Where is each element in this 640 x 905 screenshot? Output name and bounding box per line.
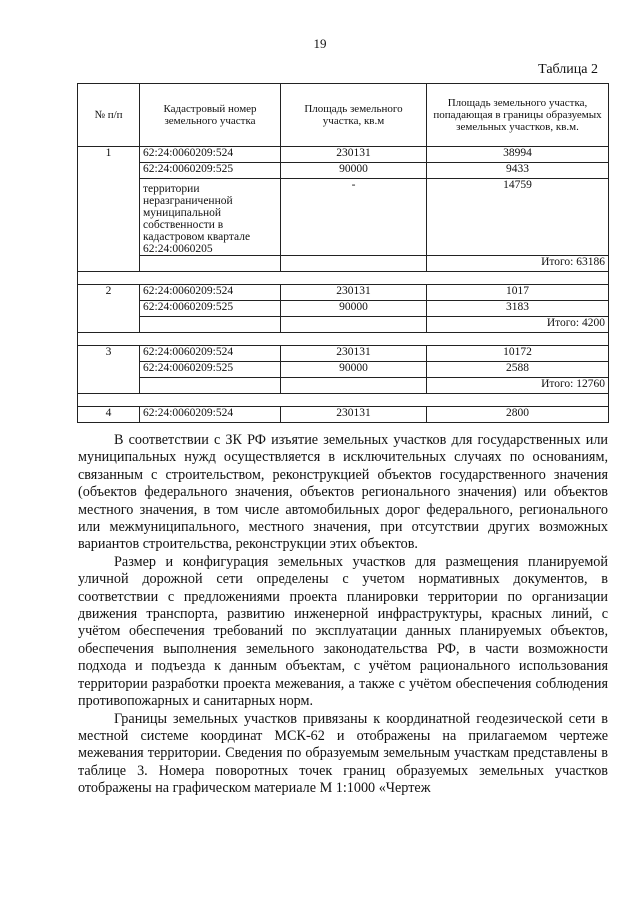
- area-cell: 230131: [281, 407, 427, 423]
- empty-cell: [140, 317, 281, 333]
- part-area-cell: 38994: [427, 147, 609, 163]
- part-area-cell: 2800: [427, 407, 609, 423]
- table-row: [78, 346, 609, 362]
- table-row: [78, 362, 609, 378]
- total-row: [78, 378, 609, 394]
- part-area-cell: 2588: [427, 362, 609, 378]
- cadastral-cell: 62:24:0060209:524: [140, 147, 281, 163]
- cadastral-cell: 62:24:0060209:525: [140, 163, 281, 179]
- empty-cell: [281, 378, 427, 394]
- spacer-row: [78, 394, 609, 407]
- area-cell: 90000: [281, 362, 427, 378]
- empty-cell: [281, 317, 427, 333]
- table-row: [78, 147, 609, 163]
- part-area-cell: 9433: [427, 163, 609, 179]
- area-cell: 230131: [281, 346, 427, 362]
- area-cell: 90000: [281, 163, 427, 179]
- empty-cell: [140, 256, 281, 272]
- paragraph: Размер и конфигурация земельных участков для размещения планируемой уличной дорожной сети определены с учетом нормативных документов, в соответствии с предложениями проекта планировки территории по организации движения транспорта, развитию инженерной инфраструктуры, красных линий, с учётом обеспечения требований по эксплуатации данных планируемых объектов, обеспечения выполнения земельного законодательства РФ, в части возможности подхода и подъезда к данным объектам, с учётом рационального использования территории разработки проекта межевания, а также с учётом обеспечения соблюдения противопожарных и санитарных норм.: [78, 553, 608, 710]
- header-part-area: Площадь земельного участка, попадающая в границы образуемых земельных участков, кв.м.: [427, 84, 609, 147]
- empty-cell: [140, 378, 281, 394]
- area-cell: 230131: [281, 285, 427, 301]
- cadastral-cell: 62:24:0060209:524: [140, 407, 281, 423]
- body-text: [78, 432, 608, 798]
- header-num: № п/п: [78, 84, 140, 147]
- total-cell: Итого: 12760: [427, 378, 609, 394]
- area-cell: -: [281, 179, 427, 256]
- table-row: [78, 407, 609, 423]
- part-area-cell: 10172: [427, 346, 609, 362]
- cadastral-cell: территории неразграниченной муниципальной собственности в кадастровом квартале 62:24:0060205: [140, 179, 281, 256]
- total-row: [78, 256, 609, 272]
- table-caption: Таблица 2: [538, 62, 598, 77]
- total-row: [78, 317, 609, 333]
- empty-cell: [281, 256, 427, 272]
- cadastral-cell: 62:24:0060209:525: [140, 301, 281, 317]
- group-number: 4: [78, 407, 140, 423]
- cadastral-cell: 62:24:0060209:524: [140, 285, 281, 301]
- area-cell: 90000: [281, 301, 427, 317]
- group-number: 1: [78, 147, 140, 272]
- table-row: [78, 301, 609, 317]
- paragraph: Границы земельных участков привязаны к координатной геодезической сети в местной системе координат МСК-62 и отображены на прилагаемом чертеже межевания территории. Сведения по образуемым земельным участкам представлены в таблице 3. Номера поворотных точек границ образуемых земельных участков отображены на графическом материале М 1:1000 «Чертеж: [78, 710, 608, 797]
- total-cell: Итого: 63186: [427, 256, 609, 272]
- spacer-row: [78, 272, 609, 285]
- group-number: 3: [78, 346, 140, 394]
- header-cadastral: Кадастровый номер земельного участка: [140, 84, 281, 147]
- table-row: [78, 179, 609, 256]
- page-number: 19: [313, 36, 327, 51]
- group-number: 2: [78, 285, 140, 333]
- area-cell: 230131: [281, 147, 427, 163]
- part-area-cell: 3183: [427, 301, 609, 317]
- part-area-cell: 1017: [427, 285, 609, 301]
- total-cell: Итого: 4200: [427, 317, 609, 333]
- cadastral-cell: 62:24:0060209:524: [140, 346, 281, 362]
- land-plots-table: [77, 83, 609, 423]
- header-area: Площадь земельного участка, кв.м: [281, 84, 427, 147]
- table-row: [78, 285, 609, 301]
- spacer-row: [78, 333, 609, 346]
- paragraph: В соответствии с ЗК РФ изъятие земельных участков для государственных или муниципальных нужд осуществляется в исключительных случаях по основаниям, связанным с строительством, реконструкцией объектов государственного значения (объектов федерального значения, объектов регионального значения) или объектов местного значения, в том числе автомобильных дорог федерального, регионального или межмуниципального, местного значения, при отсутствии других возможных вариантов строительства, реконструкции этих объектов.: [78, 432, 608, 553]
- table-header-row: [78, 84, 609, 147]
- part-area-cell: 14759: [427, 179, 609, 256]
- table-row: [78, 163, 609, 179]
- cadastral-cell: 62:24:0060209:525: [140, 362, 281, 378]
